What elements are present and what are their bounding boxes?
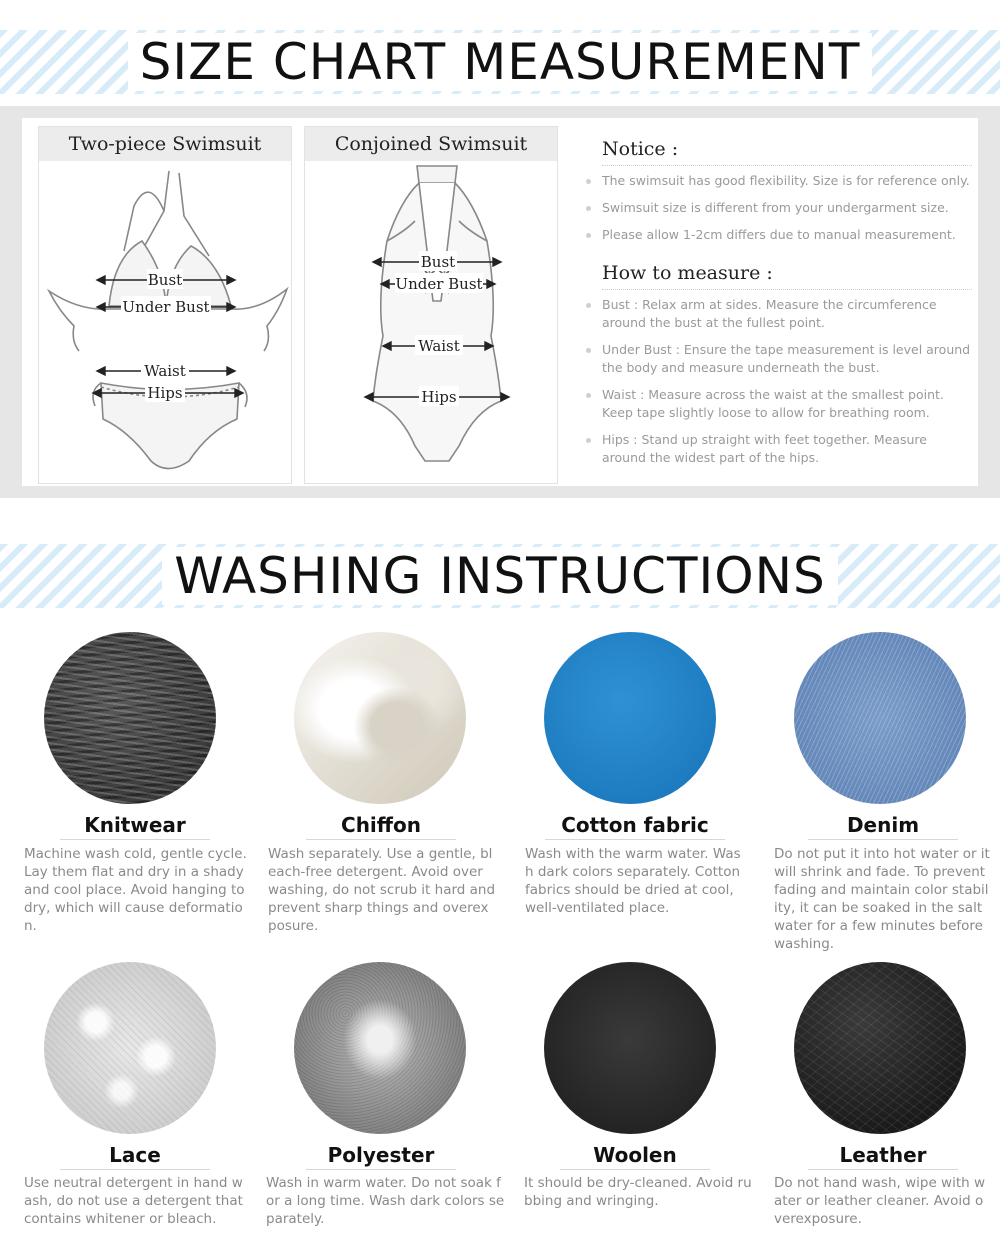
leather-texture xyxy=(794,962,966,1134)
fabric-name: Chiffon xyxy=(306,813,456,840)
chiffon-texture xyxy=(294,632,466,804)
fabric-description: It should be dry-cleaned. Avoid rubbing and wringing. xyxy=(524,1175,752,1209)
fabric-name: Leather xyxy=(808,1143,958,1170)
how-to-measure-list xyxy=(602,296,972,467)
fabric-name: Polyester xyxy=(306,1143,456,1170)
knitwear-texture xyxy=(44,632,216,804)
two-piece-hips-label: Hips xyxy=(147,384,183,402)
fabric-description: Wash with the warm water. Wash dark colors separately. Cotton fabrics should be dried at cool, well-ventilated place. xyxy=(525,846,741,916)
denim-texture xyxy=(794,632,966,804)
how-to-item-hips: Hips : Stand up straight with feet together. Measure around the widest part of the hips. xyxy=(602,431,972,467)
conjoined-waist-label: Waist xyxy=(418,337,460,355)
fabric-description: Do not put it into hot water or it will shrink and fade. To prevent fading and maintain color stability, it can be soaked in the salt water for a few minutes before washing. xyxy=(774,846,990,952)
fabric-name: Cotton fabric xyxy=(545,813,725,840)
fabric-name: Lace xyxy=(60,1143,210,1170)
size-chart-inner xyxy=(22,118,978,486)
how-to-item-under-bust: Under Bust : Ensure the tape measurement is level around the body and measure underneath the bust. xyxy=(602,342,971,375)
washing-title xyxy=(0,544,1000,608)
two-piece-card xyxy=(38,126,292,484)
two-piece-diagram xyxy=(39,161,293,485)
fabric-description: Use neutral detergent in hand wash, do not use a detergent that contains whitener or bleach. xyxy=(24,1175,243,1227)
two-piece-heading: Two-piece Swimsuit xyxy=(39,127,291,161)
notice-section xyxy=(602,138,972,476)
two-piece-waist-label: Waist xyxy=(144,362,186,380)
notice-item: The swimsuit has good flexibility. Size is for reference only. xyxy=(602,172,972,190)
conjoined-bust-label: Bust xyxy=(420,253,456,271)
lace-texture xyxy=(44,962,216,1134)
fabric-description: Do not hand wash, wipe with water or leather cleaner. Avoid overexposure. xyxy=(774,1175,986,1227)
conjoined-heading: Conjoined Swimsuit xyxy=(305,127,557,161)
conjoined-under-bust-label: Under Bust xyxy=(395,275,483,293)
conjoined-card xyxy=(304,126,558,484)
fabric-description: Machine wash cold, gentle cycle. Lay them flat and dry in a shady and cool place. Avoid hanging to dry, which will cause deformation. xyxy=(24,846,247,934)
size-chart-title-text: SIZE CHART MEASUREMENT xyxy=(128,33,873,91)
conjoined-diagram xyxy=(305,161,559,485)
two-piece-under-bust-label: Under Bust xyxy=(122,298,210,316)
woolen-texture xyxy=(544,962,716,1134)
fabric-name: Woolen xyxy=(560,1143,710,1170)
washing-title-text: WASHING INSTRUCTIONS xyxy=(162,547,838,605)
two-piece-bust-label: Bust xyxy=(147,271,183,289)
cotton-texture xyxy=(544,632,716,804)
polyester-texture xyxy=(294,962,466,1134)
how-to-item-waist: Waist : Measure across the waist at the smallest point. Keep tape slightly loose to allow for breathing room. xyxy=(602,386,972,422)
size-chart-title xyxy=(0,30,1000,94)
notice-list xyxy=(602,172,972,244)
notice-title: Notice : xyxy=(602,138,972,166)
fabric-name: Denim xyxy=(808,813,958,840)
notice-item: Swimsuit size is different from your undergarment size. xyxy=(602,199,972,217)
notice-item: Please allow 1-2cm differs due to manual measurement. xyxy=(602,226,972,244)
size-chart-panel xyxy=(0,106,1000,498)
conjoined-hips-label: Hips xyxy=(421,388,457,406)
fabric-description: Wash separately. Use a gentle, bleach-free detergent. Avoid over washing, do not scrub it hard and prevent sharp things and overexposure. xyxy=(268,846,496,934)
fabric-description: Wash in warm water. Do not soak for a long time. Wash dark colors separately. xyxy=(266,1175,505,1227)
fabric-name: Knitwear xyxy=(60,813,210,840)
how-to-measure-title: How to measure : xyxy=(602,262,972,290)
how-to-item-bust: Bust : Relax arm at sides. Measure the circumference around the bust at the fullest point. xyxy=(602,296,972,332)
